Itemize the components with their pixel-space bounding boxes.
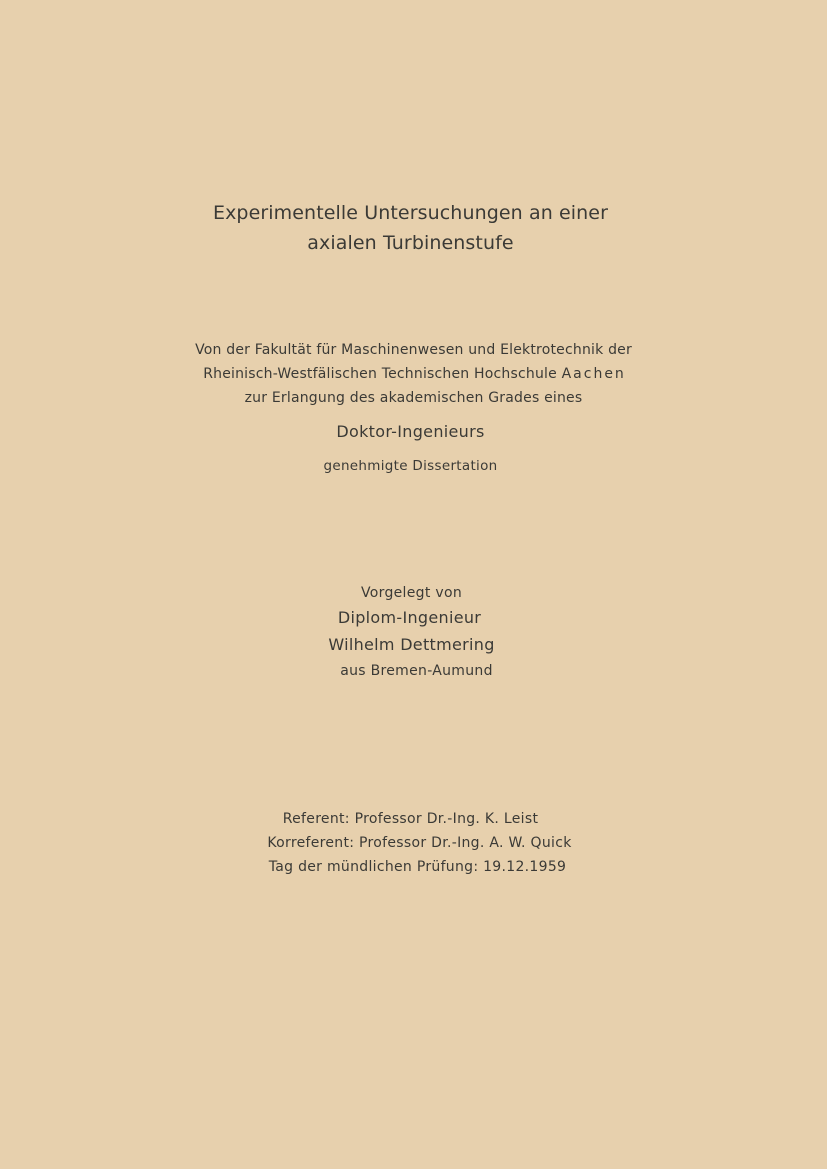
university-city: Aachen xyxy=(561,366,626,382)
faculty-line-1: Von der Fakultät für Maschinenwesen und Elektrotechnik der xyxy=(195,342,632,358)
presented-by-label: Vorgelegt von xyxy=(360,585,463,601)
author-title: Diplom-Ingenieur xyxy=(337,608,482,627)
thesis-title-line-2: axialen Turbinenstufe xyxy=(307,232,514,254)
faculty-line-2 xyxy=(1,362,827,386)
faculty-line-3: zur Erlangung des akademischen Grades eines xyxy=(244,390,583,406)
dissertation-label: genehmigte Dissertation xyxy=(323,458,498,474)
university-name: Rheinisch-Westfälischen Technischen Hochschule xyxy=(203,366,562,382)
korreferent-line: Korreferent: Professor Dr.-Ing. A. W. Quick xyxy=(267,835,572,851)
thesis-title-line-1: Experimentelle Untersuchungen an einer xyxy=(212,202,609,224)
degree-name: Doktor-Ingenieurs xyxy=(336,422,485,441)
exam-date-line: Tag der mündlichen Prüfung: 19.12.1959 xyxy=(268,859,567,875)
author-origin: aus Bremen-Aumund xyxy=(340,663,493,679)
referent-line: Referent: Professor Dr.-Ing. K. Leist xyxy=(282,811,539,827)
author-name: Wilhelm Dettmering xyxy=(328,635,495,654)
